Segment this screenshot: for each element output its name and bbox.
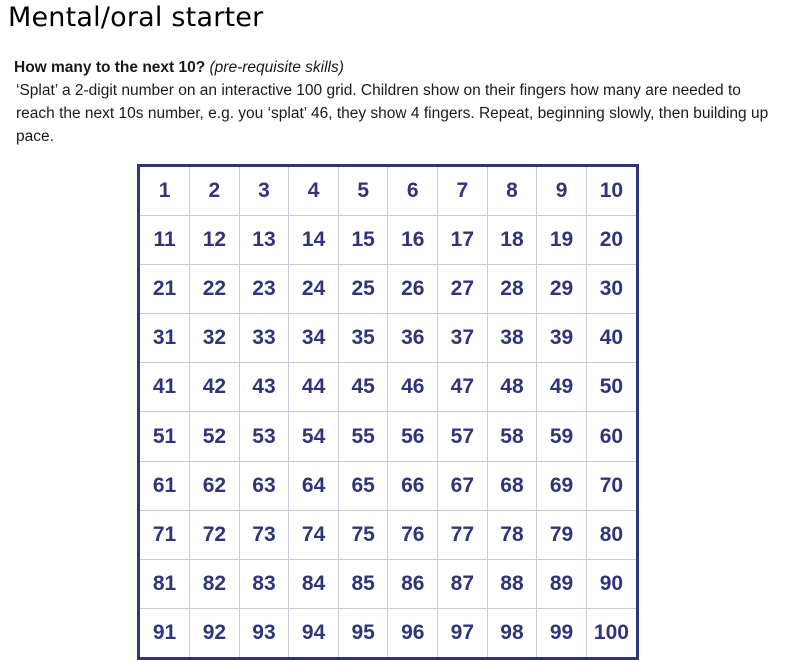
grid-cell[interactable]: 69: [537, 461, 587, 510]
grid-cell[interactable]: 45: [338, 363, 388, 412]
grid-cell[interactable]: 48: [487, 363, 537, 412]
hundred-grid: [137, 164, 639, 660]
grid-cell[interactable]: 18: [487, 215, 537, 264]
grid-cell[interactable]: 61: [140, 461, 190, 510]
grid-cell[interactable]: 47: [438, 363, 488, 412]
grid-cell[interactable]: 79: [537, 510, 587, 559]
grid-cell[interactable]: 66: [388, 461, 438, 510]
grid-cell[interactable]: 38: [487, 314, 537, 363]
grid-cell[interactable]: 21: [140, 264, 190, 313]
grid-cell[interactable]: 82: [190, 560, 240, 609]
grid-cell[interactable]: 62: [190, 461, 240, 510]
grid-cell[interactable]: 24: [289, 264, 339, 313]
grid-cell[interactable]: 43: [239, 363, 289, 412]
grid-cell[interactable]: 30: [586, 264, 636, 313]
grid-cell[interactable]: 86: [388, 560, 438, 609]
activity-heading: How many to the next 10?: [14, 59, 206, 76]
grid-cell[interactable]: 10: [586, 167, 636, 215]
grid-cell[interactable]: 17: [438, 215, 488, 264]
grid-row: [140, 264, 636, 313]
grid-cell[interactable]: 52: [190, 412, 240, 461]
grid-row: [140, 560, 636, 609]
grid-cell[interactable]: 12: [190, 215, 240, 264]
grid-cell[interactable]: 25: [338, 264, 388, 313]
grid-row: [140, 215, 636, 264]
grid-cell[interactable]: 5: [338, 167, 388, 215]
grid-row: [140, 314, 636, 363]
grid-cell[interactable]: 94: [289, 609, 339, 657]
grid-cell[interactable]: 58: [487, 412, 537, 461]
grid-cell[interactable]: 93: [239, 609, 289, 657]
grid-cell[interactable]: 81: [140, 560, 190, 609]
grid-cell[interactable]: 98: [487, 609, 537, 657]
grid-row: [140, 461, 636, 510]
grid-cell[interactable]: 6: [388, 167, 438, 215]
grid-cell[interactable]: 70: [586, 461, 636, 510]
grid-cell[interactable]: 60: [586, 412, 636, 461]
activity-block: [14, 56, 774, 148]
grid-cell[interactable]: 80: [586, 510, 636, 559]
grid-cell[interactable]: 44: [289, 363, 339, 412]
grid-cell[interactable]: 71: [140, 510, 190, 559]
grid-row: [140, 412, 636, 461]
grid-cell[interactable]: 14: [289, 215, 339, 264]
grid-cell[interactable]: 16: [388, 215, 438, 264]
grid-cell[interactable]: 73: [239, 510, 289, 559]
grid-cell[interactable]: 72: [190, 510, 240, 559]
grid-cell[interactable]: 42: [190, 363, 240, 412]
grid-cell[interactable]: 96: [388, 609, 438, 657]
grid-cell[interactable]: 78: [487, 510, 537, 559]
grid-cell[interactable]: 83: [239, 560, 289, 609]
grid-cell[interactable]: 4: [289, 167, 339, 215]
grid-cell[interactable]: 3: [239, 167, 289, 215]
hundred-grid-body: [140, 167, 636, 657]
grid-cell[interactable]: 40: [586, 314, 636, 363]
grid-cell[interactable]: 89: [537, 560, 587, 609]
page-title: Mental/oral starter: [8, 2, 264, 33]
grid-cell[interactable]: 35: [338, 314, 388, 363]
grid-cell[interactable]: 85: [338, 560, 388, 609]
grid-cell[interactable]: 88: [487, 560, 537, 609]
grid-cell[interactable]: 9: [537, 167, 587, 215]
grid-cell[interactable]: 29: [537, 264, 587, 313]
grid-row: [140, 167, 636, 215]
grid-cell[interactable]: 91: [140, 609, 190, 657]
grid-row: [140, 609, 636, 657]
grid-row: [140, 363, 636, 412]
grid-cell[interactable]: 50: [586, 363, 636, 412]
grid-cell[interactable]: 41: [140, 363, 190, 412]
grid-cell[interactable]: 65: [338, 461, 388, 510]
grid-cell[interactable]: 49: [537, 363, 587, 412]
grid-cell[interactable]: 64: [289, 461, 339, 510]
grid-cell[interactable]: 37: [438, 314, 488, 363]
grid-cell[interactable]: 27: [438, 264, 488, 313]
grid-cell[interactable]: 13: [239, 215, 289, 264]
activity-title-line: [14, 56, 774, 79]
grid-cell[interactable]: 74: [289, 510, 339, 559]
grid-cell[interactable]: 55: [338, 412, 388, 461]
grid-cell[interactable]: 59: [537, 412, 587, 461]
grid-cell[interactable]: 51: [140, 412, 190, 461]
grid-cell[interactable]: 68: [487, 461, 537, 510]
grid-cell[interactable]: 20: [586, 215, 636, 264]
grid-cell[interactable]: 1: [140, 167, 190, 215]
grid-cell[interactable]: 22: [190, 264, 240, 313]
grid-cell[interactable]: 11: [140, 215, 190, 264]
activity-description: ‘Splat’ a 2-digit number on an interactive 100 grid. Children show on their fingers how many are needed to reach the next 10s number, e.g. you ‘splat’ 46, they show 4 fingers. Repeat, beginning slowly, then building up pace.: [16, 82, 769, 145]
grid-cell[interactable]: 84: [289, 560, 339, 609]
grid-cell[interactable]: 77: [438, 510, 488, 559]
grid-cell[interactable]: 46: [388, 363, 438, 412]
grid-cell[interactable]: 54: [289, 412, 339, 461]
grid-cell[interactable]: 67: [438, 461, 488, 510]
grid-cell[interactable]: 56: [388, 412, 438, 461]
grid-cell[interactable]: 75: [338, 510, 388, 559]
grid-cell[interactable]: 36: [388, 314, 438, 363]
grid-cell[interactable]: 19: [537, 215, 587, 264]
hundred-grid-table: [140, 167, 636, 657]
grid-cell[interactable]: 33: [239, 314, 289, 363]
grid-cell[interactable]: 31: [140, 314, 190, 363]
grid-cell[interactable]: 15: [338, 215, 388, 264]
grid-cell[interactable]: 90: [586, 560, 636, 609]
grid-cell[interactable]: 8: [487, 167, 537, 215]
activity-subheading: (pre-requisite skills): [209, 59, 344, 76]
grid-cell[interactable]: 39: [537, 314, 587, 363]
grid-cell[interactable]: 7: [438, 167, 488, 215]
grid-cell[interactable]: 34: [289, 314, 339, 363]
grid-cell[interactable]: 92: [190, 609, 240, 657]
grid-cell[interactable]: 95: [338, 609, 388, 657]
grid-cell[interactable]: 57: [438, 412, 488, 461]
grid-cell[interactable]: 87: [438, 560, 488, 609]
grid-cell[interactable]: 99: [537, 609, 587, 657]
grid-cell[interactable]: 97: [438, 609, 488, 657]
grid-cell[interactable]: 76: [388, 510, 438, 559]
grid-cell[interactable]: 53: [239, 412, 289, 461]
grid-cell[interactable]: 32: [190, 314, 240, 363]
grid-cell[interactable]: 63: [239, 461, 289, 510]
grid-cell[interactable]: 2: [190, 167, 240, 215]
grid-cell[interactable]: 26: [388, 264, 438, 313]
grid-cell[interactable]: 23: [239, 264, 289, 313]
grid-row: [140, 510, 636, 559]
grid-cell[interactable]: 100: [586, 609, 636, 657]
grid-cell[interactable]: 28: [487, 264, 537, 313]
